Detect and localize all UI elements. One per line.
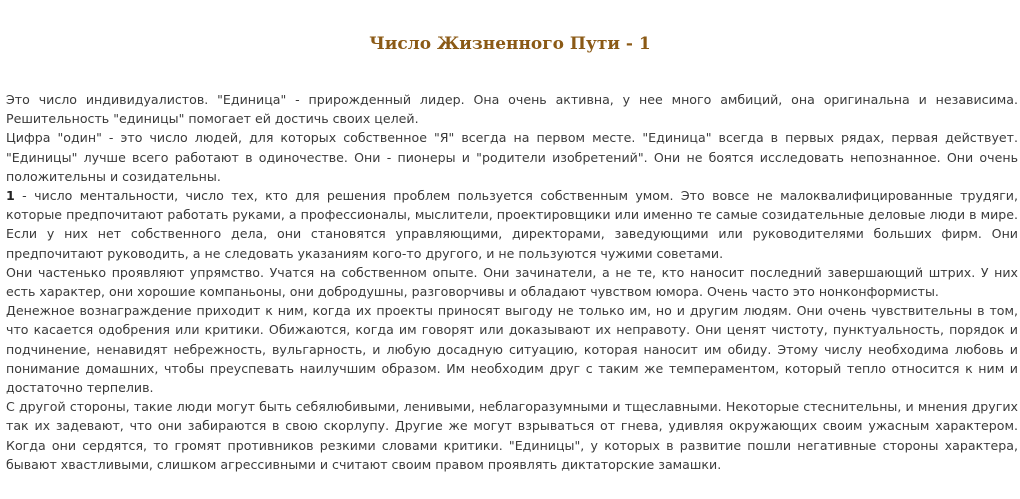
paragraph-digit-one: Цифра "один" - это число людей, для которых собственное "Я" всегда на первом месте. "Единица" всегда в первых рядах, первая действует. "Единицы" лучше всего работают в одиночестве. Они - пионеры и "родители изобретений". Они не боятся исследовать непознанное. Они очень положительны и созидательны.	[6, 130, 1018, 184]
article-body	[6, 90, 1018, 474]
paragraph-mentality-text: - число ментальности, число тех, кто для решения проблем пользуется собственным умом. Это вовсе не малоквалифицированные трудяги, которые предпочитают работать руками, а профессионалы, мыслители, проектировщики или именно те самые созидательные деловые люди в мире. Если у них нет собственного дела, они становятся управляющими, директорами, заведующими или руководителями больших фирм. Они предпочитают руководить, а не следовать указаниям кого-то другого, и не пользуются чужими советами.	[6, 188, 1018, 261]
paragraph-stubbornness: Они частенько проявляют упрямство. Учатся на собственном опыте. Они зачинатели, а не те, кто наносит последний завершающий штрих. У них есть характер, они хорошие компаньоны, они добродушны, разговорчивы и обладают чувством юмора. Очень часто это нонконформисты.	[6, 264, 1018, 300]
paragraph-mentality	[6, 186, 1018, 263]
number-one-bold: 1	[6, 188, 15, 204]
paragraph-intro: Это число индивидуалистов. "Единица" - прирожденный лидер. Она очень активна, у нее много амбиций, она оригинальна и независима. Решительность "единицы" помогает ей достичь своих целей.	[6, 92, 1018, 127]
paragraph-reward: Денежное вознаграждение приходит к ним, когда их проекты приносят выгоду не только им, но и другим людям. Они очень чувствительны в том, что касается одобрения или критики. Обижаются, когда им говорят или доказывают их неправоту. Они ценят чистоту, пунктуальность, порядок и подчинение, ненавидят небрежность, вульгарность, и любую досадную ситуацию, которая наносит им обиду. Этому числу необходима любовь и понимание домашних, чтобы преуспевать наилучшим образом. Им необходим друг с таким же темпераментом, который тепло относится к ним и достаточно терпелив.	[6, 303, 1018, 396]
paragraph-negative-traits: С другой стороны, такие люди могут быть себялюбивыми, ленивыми, неблагоразумными и тщеславными. Некоторые стеснительны, и мнения других так их задевают, что они забираются в свою скорлупу. Другие же могут взрываться от гнева, удивляя окружающих своим ужасным характером. Когда они сердятся, то громят противников резкими словами критики. "Единицы", у которых в развитие пошли негативные стороны характера, бывают хвастливыми, слишком агрессивными и считают своим правом проявлять диктаторские замашки.	[6, 399, 1018, 472]
article-title: Число Жизненного Пути - 1	[369, 34, 651, 54]
